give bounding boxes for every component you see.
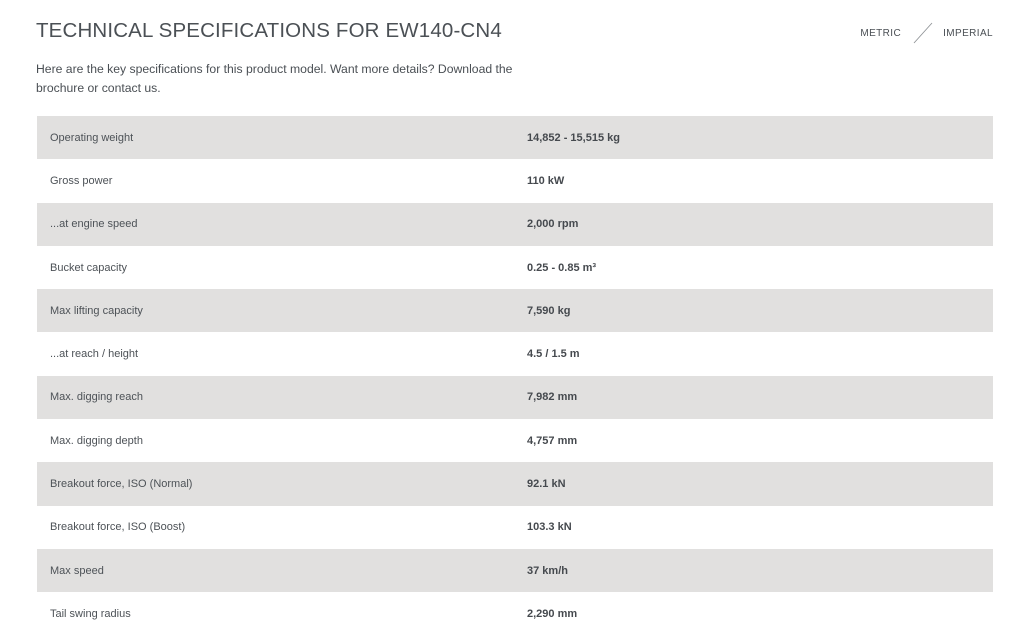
- spec-label: ...at reach / height: [50, 348, 139, 361]
- spec-row: [37, 332, 993, 375]
- spec-label: Operating weight: [50, 131, 134, 144]
- unit-toggle: [860, 22, 993, 44]
- spec-value: 4.5 / 1.5 m: [527, 348, 580, 361]
- spec-row: [37, 289, 993, 332]
- page-title: TECHNICAL SPECIFICATIONS FOR EW140-CN4: [36, 19, 502, 42]
- spec-label: Max lifting capacity: [50, 304, 143, 317]
- spec-label: Max speed: [50, 564, 104, 577]
- metric-toggle-button[interactable]: METRIC: [860, 27, 902, 39]
- spec-value: 110 kW: [527, 174, 565, 187]
- spec-label: Breakout force, ISO (Boost): [50, 521, 186, 534]
- spec-value: 92.1 kN: [527, 478, 566, 491]
- imperial-toggle-button[interactable]: IMPERIAL: [943, 27, 993, 39]
- intro-text: Here are the key specifications for this product model. Want more details? Download the brochure or contact us.: [36, 62, 513, 95]
- spec-value: 4,757 mm: [527, 434, 578, 447]
- spec-table: [37, 116, 993, 636]
- spec-row: [37, 592, 993, 635]
- spec-value: 0.25 - 0.85 m³: [527, 261, 597, 274]
- spec-label: Breakout force, ISO (Normal): [50, 478, 193, 491]
- spec-row: [37, 549, 993, 592]
- spec-row: [37, 419, 993, 462]
- spec-label: Bucket capacity: [50, 261, 128, 274]
- spec-row: [37, 203, 993, 246]
- spec-value: 2,000 rpm: [527, 218, 579, 231]
- spec-value: 7,982 mm: [527, 391, 578, 404]
- spec-label: Tail swing radius: [50, 607, 131, 620]
- slash-divider-icon: [913, 22, 933, 44]
- spec-value: 37 km/h: [527, 564, 568, 577]
- spec-row: [37, 506, 993, 549]
- spec-label: ...at engine speed: [50, 218, 138, 231]
- spec-label: Max. digging depth: [50, 434, 143, 447]
- spec-value: 7,590 kg: [527, 304, 571, 317]
- spec-row: [37, 462, 993, 505]
- spec-value: 103.3 kN: [527, 521, 572, 534]
- spec-label: Max. digging reach: [50, 391, 143, 404]
- specs-header: [36, 16, 993, 50]
- spec-label: Gross power: [50, 174, 113, 187]
- spec-row: [37, 159, 993, 202]
- spec-value: 2,290 mm: [527, 607, 578, 620]
- spec-row: [37, 376, 993, 419]
- spec-value: 14,852 - 15,515 kg: [527, 131, 620, 144]
- spec-row: [37, 116, 993, 159]
- spec-row: [37, 246, 993, 289]
